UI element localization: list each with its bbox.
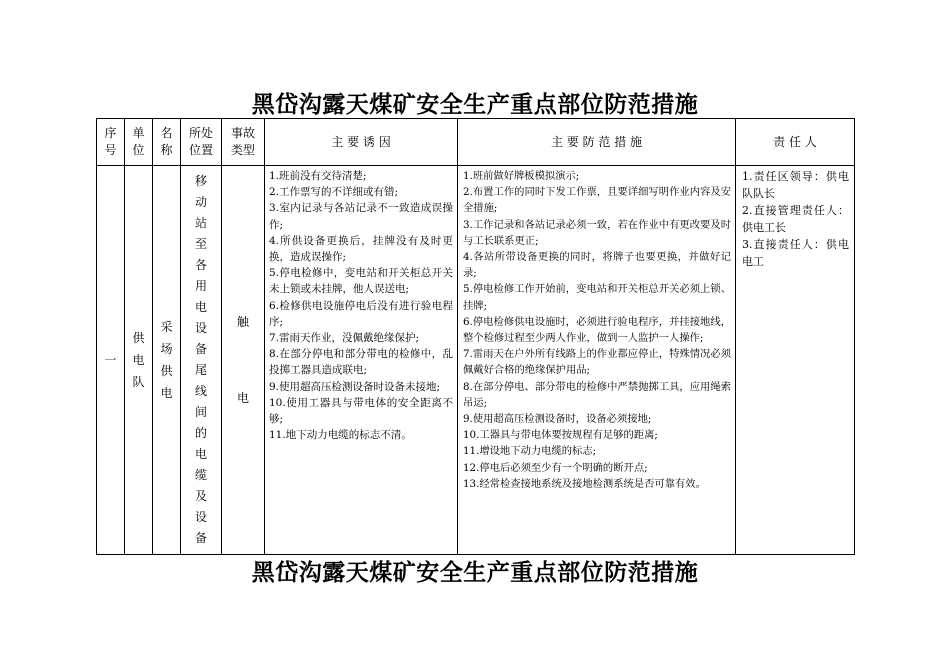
measures-list bbox=[463, 168, 731, 492]
list-item: 1.责任区领导：供电队队长 bbox=[742, 170, 849, 200]
list-item: 2.直接管理责任人：供电工长 bbox=[742, 204, 849, 234]
list-item: 5.停电检修中，变电站和开关柜总开关未上锁或未挂牌，他人误送电; bbox=[269, 267, 453, 296]
cell-location: 移动站至各用电设备尾线间的电缆及设备 bbox=[181, 166, 222, 555]
header-location: 所处位置 bbox=[181, 119, 222, 166]
list-item: 3.直接责任人：供电电工 bbox=[742, 238, 849, 268]
table-row bbox=[97, 166, 855, 555]
document-title-repeat: 黑岱沟露天煤矿安全生产重点部位防范措施 bbox=[251, 559, 699, 586]
list-item: 6.停电检修供电设施时，必须进行验电程序，并挂接地线，整个检修过程至少两人作业，做到一人监护一人操作; bbox=[463, 315, 731, 345]
list-item: 3.室内记录与各站记录不一致造成误操作; bbox=[269, 202, 453, 231]
cell-unit: 供电队 bbox=[125, 166, 153, 555]
list-item: 9.使用超高压检测设备时，设备必须接地; bbox=[463, 413, 652, 426]
table-header-row bbox=[97, 119, 855, 166]
header-name: 名称 bbox=[153, 119, 181, 166]
list-item: 11.增设地下动力电缆的标志; bbox=[463, 445, 597, 458]
list-item: 2.布置工作的同时下发工作票，且要详细写明作业内容及安全措施; bbox=[463, 186, 731, 215]
list-item: 10.使用工器具与带电体的安全距离不够; bbox=[269, 396, 453, 426]
list-item: 12.停电后必须至少有一个明确的断开点; bbox=[463, 461, 648, 474]
list-item: 6.检修供电设施停电后没有进行验电程序; bbox=[269, 299, 453, 328]
list-item: 4.所供设备更换后，挂牌没有及时更换，造成误操作; bbox=[269, 234, 453, 264]
list-item: 8.在部分停电和部分带电的检修中，乱投掷工器具造成联电; bbox=[269, 348, 453, 377]
cell-main-measures bbox=[458, 166, 736, 555]
cell-responsible bbox=[736, 166, 855, 555]
cell-main-causes bbox=[265, 166, 458, 555]
responsible-list bbox=[742, 168, 849, 270]
list-item: 5.停电检修工作开始前，变电站和开关柜总开关必须上锁、挂牌; bbox=[463, 283, 731, 312]
cell-seq: 一 bbox=[97, 166, 125, 555]
header-unit: 单位 bbox=[125, 119, 153, 166]
cell-accident-type: 触电 bbox=[222, 166, 265, 555]
list-item: 7.雷雨天在户外所有线路上的作业都应停止，特殊情况必须佩戴好合格的绝缘保护用品; bbox=[463, 348, 731, 377]
list-item: 13.经常检查接地系统及接地检测系统是否可靠有效。 bbox=[463, 477, 706, 490]
list-item: 8.在部分停电、部分带电的检修中严禁抛掷工具，应用绳索吊运; bbox=[463, 380, 731, 409]
list-item: 10.工器具与带电体要按规程有足够的距离; bbox=[463, 429, 658, 442]
header-seq: 序号 bbox=[97, 119, 125, 166]
measures-table bbox=[96, 118, 855, 555]
list-item: 11.地下动力电缆的标志不清。 bbox=[269, 429, 412, 442]
header-main-causes: 主 要 诱 因 bbox=[265, 119, 458, 166]
list-item: 7.雷雨天作业，没佩戴绝缘保护; bbox=[269, 332, 420, 345]
list-item: 1.班前没有交待清楚; bbox=[269, 170, 367, 182]
list-item: 4.各站所带设备更换的同时，将牌子也要更换，并做好记录; bbox=[463, 251, 731, 280]
list-item: 2.工作票写的不详细或有错; bbox=[269, 186, 399, 199]
list-item: 1.班前做好牌板模拟演示; bbox=[463, 170, 580, 182]
header-main-measures: 主 要 防 范 措 施 bbox=[458, 119, 736, 166]
cell-name: 采场供电 bbox=[153, 166, 181, 555]
document-title: 黑岱沟露天煤矿安全生产重点部位防范措施 bbox=[251, 91, 699, 118]
header-accident-type: 事故类型 bbox=[222, 119, 265, 166]
header-responsible: 责 任 人 bbox=[736, 119, 855, 166]
causes-list bbox=[269, 168, 453, 443]
list-item: 3.工作记录和各站记录必须一致，若在作业中有更改要及时与工长联系更正; bbox=[463, 218, 731, 247]
list-item: 9.使用超高压检测设备时设备未接地; bbox=[269, 380, 441, 393]
